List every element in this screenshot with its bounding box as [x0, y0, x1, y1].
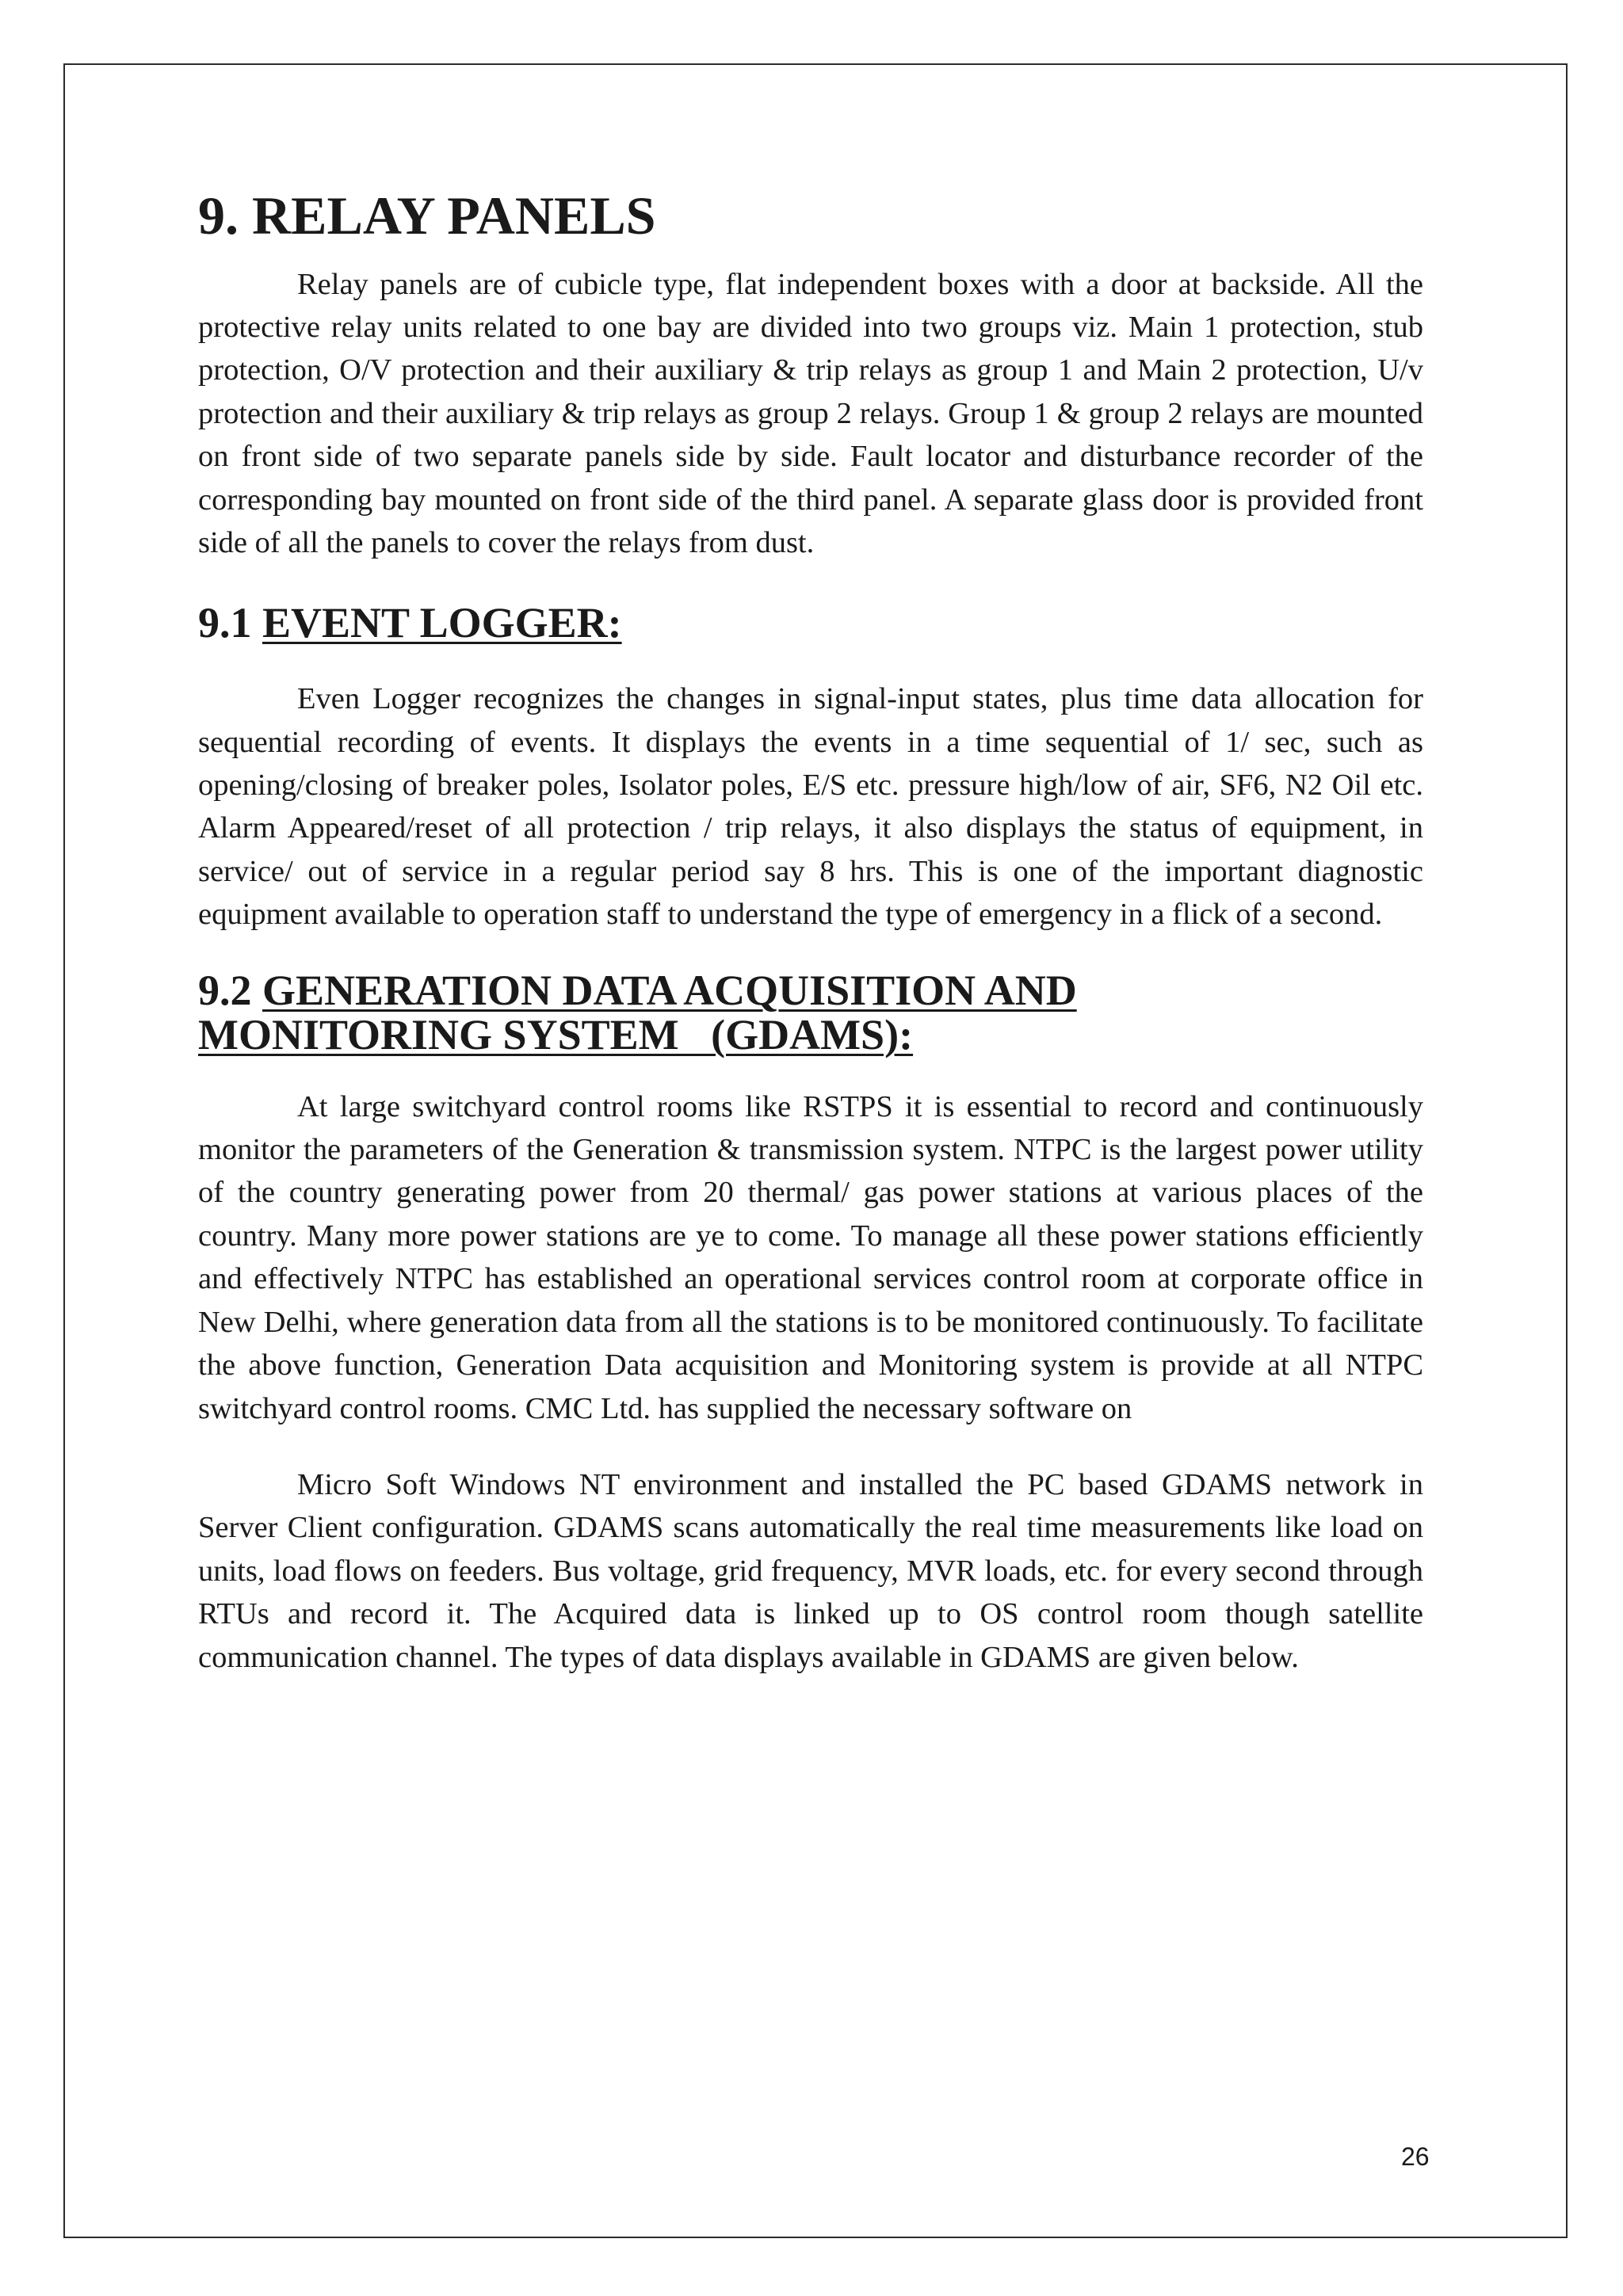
section-9-1-heading: [198, 597, 1423, 649]
section-9-2-paragraph-2: Micro Soft Windows NT environment and installed the PC based GDAMS network in Server Client configuration. GDAMS scans automatically the real time measurements like load on units, load flows on feeders. Bus voltage, grid frequency, MVR loads, etc. for every second through RTUs and record it. The Acquired data is linked up to OS control room though satellite communication channel. The types of data displays available in GDAMS are given below.: [198, 1467, 1423, 1674]
section-9-1-paragraph: Even Logger recognizes the changes in signal-input states, plus time data allocation for sequential recording of events. It displays the events in a time sequential of 1/ sec, such as opening/closing of breaker poles, Isolator poles, E/S etc. pressure high/low of air, SF6, N2 Oil etc. Alarm Appeared/reset of all protection / trip relays, it also displays the status of equipment, in service/ out of service in a regular period say 8 hrs. This is one of the important diagnostic equipment available to operation staff to understand the type of emergency in a flick of a second.: [198, 682, 1423, 932]
section-9-2-title-line2: MONITORING SYSTEM (GDAMS):: [198, 1010, 914, 1058]
section-9-2-title-line1: GENERATION DATA ACQUISITION AND: [262, 966, 1077, 1014]
section-9-1-title: EVENT LOGGER:: [262, 599, 622, 647]
page-number: 26: [1401, 2142, 1430, 2171]
section-9-2-heading: [198, 968, 1423, 1057]
section-9-2-paragraph-1: At large switchyard control rooms like RSTPS it is essential to record and continuously monitor the parameters of the Generation & transmission system. NTPC is the largest power utility of the country generating power from 20 thermal/ gas power stations at various places of the country. Many more power stations are ye to come. To manage all these power stations efficiently and effectively NTPC has established an operational services control room at corporate office in New Delhi, where generation data from all the stations is to be monitored continuously. To facilitate the above function, Generation Data acquisition and Monitoring system is provide at all NTPC switchyard control rooms. CMC Ltd. has supplied the necessary software on: [198, 1089, 1423, 1425]
document-body: [198, 184, 1423, 1679]
section-9-paragraph: Relay panels are of cubicle type, flat independent boxes with a door at backside. All the protective relay units related to one bay are divided into two groups viz. Main 1 protection, stub protection, O/V protection and their auxiliary & trip relays as group 1 and Main 2 protection, U/v protection and their auxiliary & trip relays as group 2 relays. Group 1 & group 2 relays are mounted on front side of two separate panels side by side. Fault locator and disturbance recorder of the corresponding bay mounted on front side of the third panel. A separate glass door is provided front side of all the panels to cover the relays from dust.: [198, 267, 1423, 560]
section-9-heading: 9. RELAY PANELS: [198, 185, 656, 246]
section-9-1-number: 9.1: [198, 599, 252, 647]
section-9-2-number: 9.2: [198, 966, 252, 1014]
